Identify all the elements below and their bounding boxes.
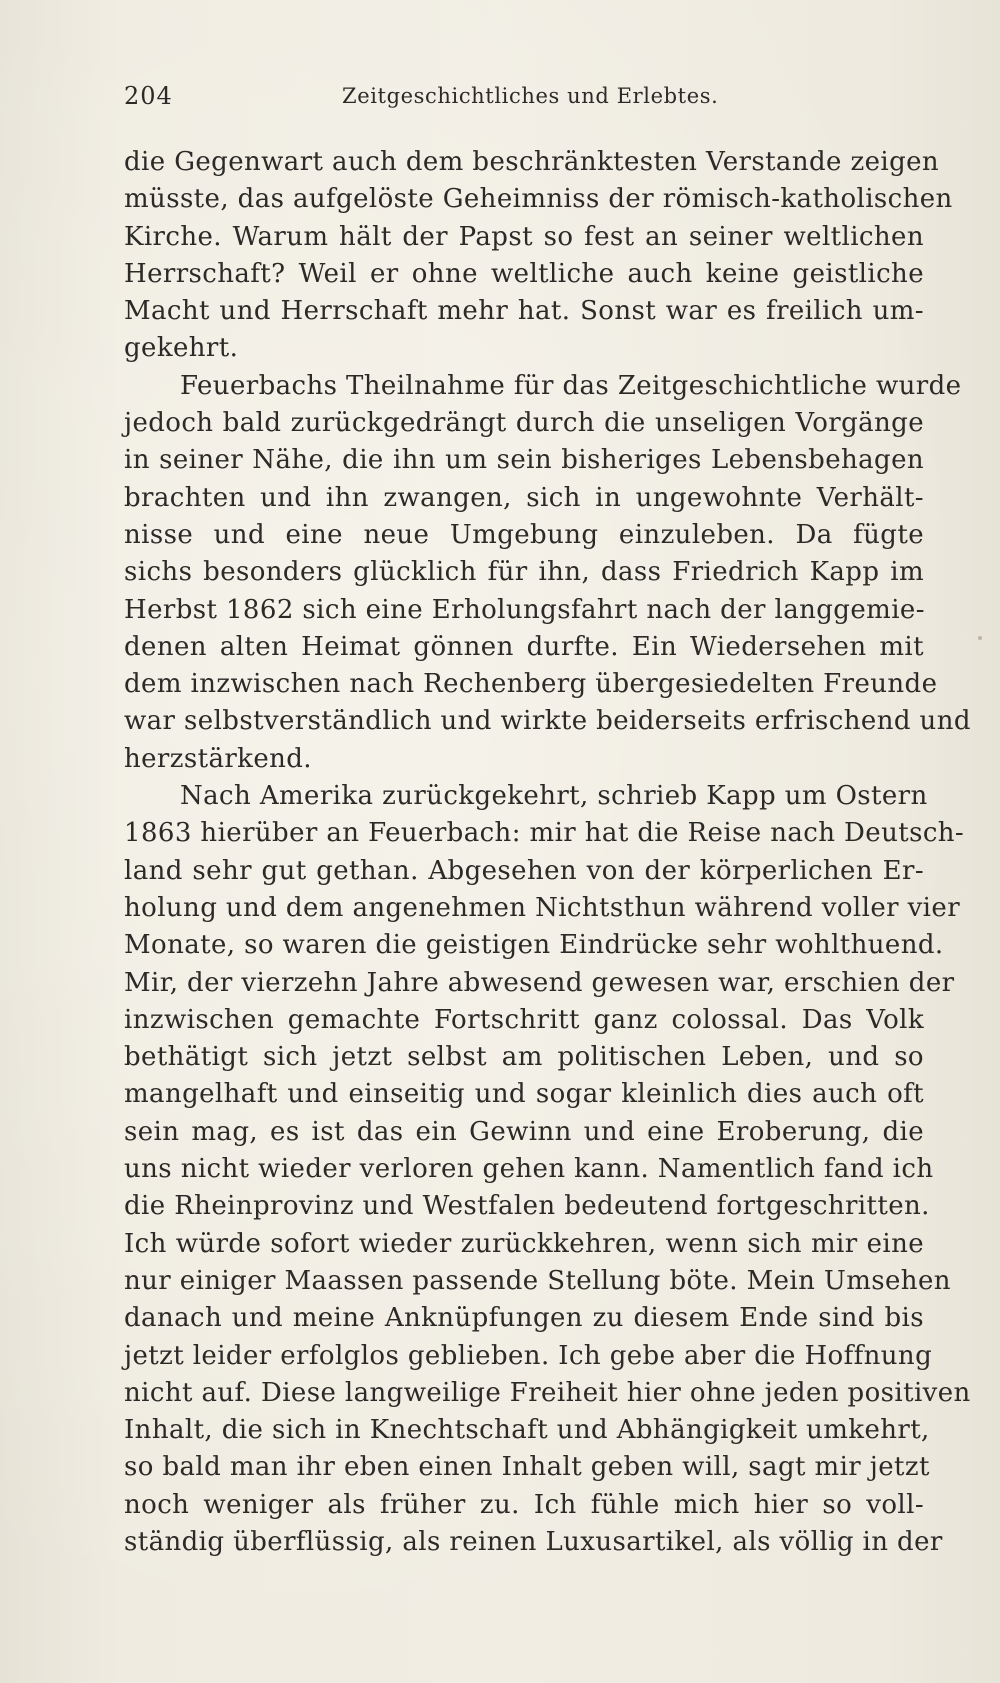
text-line: Monate, so waren die geistigen Eindrücke sehr wohlthuend. [124,930,944,961]
text-line: danach und meine Anknüpfungen zu diesem Ende sind bis [124,1303,924,1334]
text-line: gekehrt. [124,333,239,364]
text-line: in seiner Nähe, die ihn um sein bisheriges Lebensbehagen [124,445,924,476]
text-line: herzstärkend. [124,743,312,774]
text-line: die Rheinprovinz und Westfalen bedeutend fortgeschritten. [124,1191,930,1222]
text-line: sein mag, es ist das ein Gewinn und eine Eroberung, die [124,1116,924,1147]
text-line: denen alten Heimat gönnen durfte. Ein Wiedersehen mit [124,631,924,662]
text-line: uns nicht wieder verloren gehen kann. Namentlich fand ich [124,1154,934,1185]
text-line: land sehr gut gethan. Abgesehen von der körperlichen Er- [124,855,924,886]
text-line: jedoch bald zurückgedrängt durch die unseligen Vorgänge [124,408,924,439]
paragraph-first-line: Nach Amerika zurückgekehrt, schrieb Kapp um Ostern [180,781,928,812]
text-line: ständig überflüssig, als reinen Luxusartikel, als völlig in der [124,1526,943,1557]
text-line: mangelhaft und einseitig und sogar kleinlich dies auch oft [124,1079,924,1110]
running-header [124,82,924,116]
paper-speck [978,636,982,640]
text-line: Herrschaft? Weil er ohne weltliche auch keine geistliche [124,258,924,289]
page-number: 204 [124,82,173,110]
text-line: Inhalt, die sich in Knechtschaft und Abhängigkeit umkehrt, [124,1415,930,1446]
text-line: nisse und eine neue Umgebung einzuleben. Da fügte [124,519,924,550]
text-line: die Gegenwart auch dem beschränktesten Verstande zeigen [124,147,940,177]
text-line: noch weniger als früher zu. Ich fühle mich hier so voll- [124,1489,924,1520]
text-line: sichs besonders glücklich für ihn, dass Friedrich Kapp im [124,557,924,588]
text-line: brachten und ihn zwangen, sich in ungewohnte Verhält- [124,482,924,513]
text-line: holung und dem angenehmen Nichtsthun während voller vier [124,892,961,923]
text-line: Ich würde sofort wieder zurückkehren, wenn sich mir eine [124,1228,924,1259]
text-line: jetzt leider erfolglos geblieben. Ich gebe aber die Hoffnung [124,1340,933,1371]
paragraph-first-line: Feuerbachs Theilnahme für das Zeitgeschichtliche wurde [180,370,962,401]
text-line: bethätigt sich jetzt selbst am politischen Leben, und so [124,1042,924,1073]
text-line: inzwischen gemachte Fortschritt ganz colossal. Das Volk [124,1004,924,1035]
text-line: müsste, das aufgelöste Geheimniss der römisch-katholischen [124,184,953,215]
text-line: Herbst 1862 sich eine Erholungsfahrt nach der langgemie- [124,594,925,625]
text-line: nicht auf. Diese langweilige Freiheit hier ohne jeden positiven [124,1377,971,1408]
text-line: nur einiger Maassen passende Stellung böte. Mein Umsehen [124,1265,951,1296]
text-line: Mir, der vierzehn Jahre abwesend gewesen war, erschien der [124,967,955,998]
text-line: 1863 hierüber an Feuerbach: mir hat die Reise nach Deutsch- [124,818,965,849]
text-line: Kirche. Warum hält der Papst so fest an seiner weltlichen [124,221,924,252]
running-title: Zeitgeschichtliches und Erlebtes. [342,84,719,108]
text-line: war selbstverständlich und wirkte beiderseits erfrischend und [124,706,971,737]
body-text [124,144,971,1561]
text-line: Macht und Herrschaft mehr hat. Sonst war es freilich um- [124,296,924,327]
text-line: so bald man ihr eben einen Inhalt geben will, sagt mir jetzt [124,1452,930,1483]
text-line: dem inzwischen nach Rechenberg übergesiedelten Freunde [124,669,938,700]
